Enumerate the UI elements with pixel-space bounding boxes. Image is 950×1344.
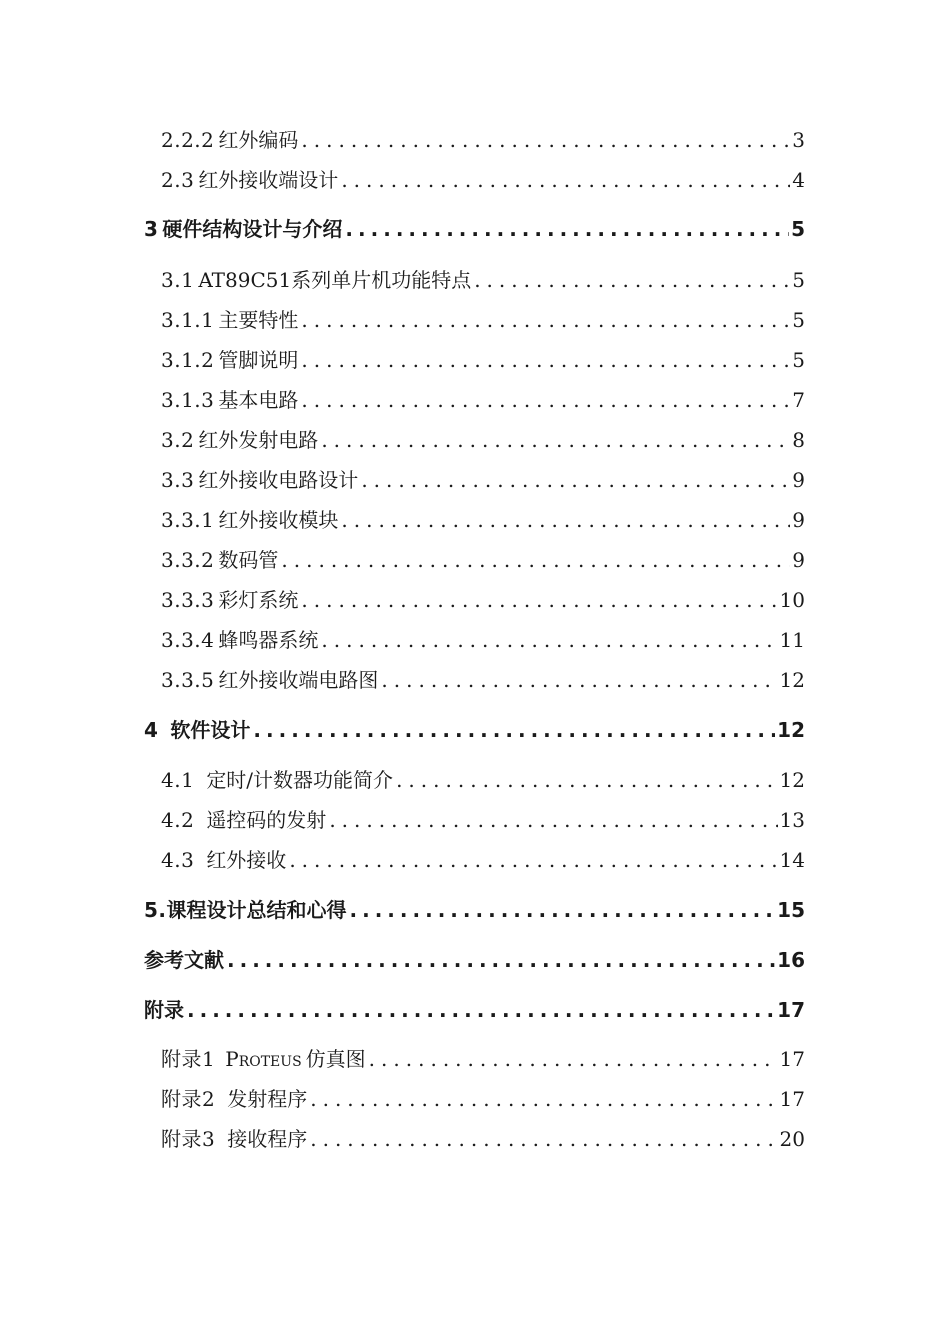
toc-entry-number: 4.3 xyxy=(161,848,195,872)
toc-entry-page: 8 xyxy=(792,428,805,452)
toc-entry[interactable] xyxy=(161,664,805,693)
toc-entry[interactable] xyxy=(161,164,805,193)
toc-dot-leader xyxy=(289,848,777,872)
toc-entry-number: 5. xyxy=(144,898,167,922)
toc-entry-title: 红外接收 xyxy=(206,848,287,872)
toc-entry-title: 遥控码的发射 xyxy=(206,808,327,832)
toc-entry[interactable] xyxy=(161,1123,805,1152)
toc-entry-page: 12 xyxy=(777,718,805,742)
toc-entry-number: 4.2 xyxy=(161,808,195,832)
toc-entry-number: 附录3 xyxy=(161,1127,216,1151)
toc-dot-leader xyxy=(281,548,790,572)
toc-entry-title: 参考文献 xyxy=(144,948,224,972)
toc-entry[interactable] xyxy=(161,504,805,533)
toc-entry-number: 3.3 xyxy=(161,468,195,492)
toc-entry-page: 4 xyxy=(792,168,805,192)
toc-entry-number: 3.3.3 xyxy=(161,588,215,612)
toc-entry[interactable] xyxy=(161,1083,805,1112)
toc-entry-number: 3 xyxy=(144,217,159,241)
toc-entry-page: 14 xyxy=(779,848,805,872)
toc-entry-title: 定时/计数器功能简介 xyxy=(206,768,394,792)
toc-entry[interactable] xyxy=(161,304,805,333)
toc-entry-page: 7 xyxy=(792,388,805,412)
toc-entry-title: 红外编码 xyxy=(218,128,299,152)
toc-entry-number: 3.3.1 xyxy=(161,508,215,532)
toc-entry-page: 12 xyxy=(779,768,805,792)
toc-entry-page: 13 xyxy=(779,808,805,832)
toc-entry-number: 3.1.2 xyxy=(161,348,215,372)
toc-entry-number: 附录2 xyxy=(161,1087,216,1111)
toc-entry-page: 12 xyxy=(779,668,805,692)
toc-entry-title: 红外发射电路 xyxy=(198,428,319,452)
toc-dot-leader xyxy=(361,468,790,492)
toc-entry-title: 彩灯系统 xyxy=(218,588,299,612)
toc-entry[interactable] xyxy=(161,804,805,833)
toc-entry-page: 17 xyxy=(779,1087,805,1111)
toc-dot-leader xyxy=(321,628,777,652)
toc-entry[interactable] xyxy=(161,584,805,613)
toc-entry-title: 基本电路 xyxy=(218,388,299,412)
toc-entry-page: 5 xyxy=(792,268,805,292)
toc-entry-number: 4.1 xyxy=(161,768,195,792)
toc-dot-leader xyxy=(321,428,790,452)
toc-entry-page: 17 xyxy=(779,1047,805,1071)
toc-entry[interactable] xyxy=(161,844,805,873)
toc-dot-leader xyxy=(381,668,777,692)
toc-entry-title: 红外接收电路设计 xyxy=(198,468,359,492)
toc-entry-page: 11 xyxy=(779,628,805,652)
toc-entry-number: 附录1 xyxy=(161,1047,216,1071)
toc-entry[interactable] xyxy=(161,344,805,373)
toc-entry-title: 附录 xyxy=(144,998,184,1022)
toc-entry-title: 软件设计 xyxy=(170,718,251,742)
toc-entry-page: 20 xyxy=(779,1127,805,1151)
toc-entry[interactable] xyxy=(161,1043,805,1072)
toc-entry-number: 3.1.1 xyxy=(161,308,215,332)
toc-entry-title: 课程设计总结和心得 xyxy=(166,898,347,922)
toc-entry-title: 数码管 xyxy=(218,548,279,572)
toc-entry-page: 9 xyxy=(792,508,805,532)
toc-dot-leader xyxy=(301,588,777,612)
toc-dot-leader xyxy=(301,348,790,372)
toc-dot-leader xyxy=(227,948,775,972)
toc-chapter-entry[interactable] xyxy=(144,894,805,923)
toc-entry-page: 9 xyxy=(792,468,805,492)
toc-chapter-entry[interactable] xyxy=(144,213,805,242)
toc-entry-number: 3.2 xyxy=(161,428,195,452)
toc-entry-title: 仿真图 xyxy=(305,1047,366,1071)
toc-entry-title: 红外接收端设计 xyxy=(198,168,339,192)
toc-dot-leader xyxy=(253,718,775,742)
toc-dot-leader xyxy=(369,1047,778,1071)
toc-dot-leader xyxy=(474,268,790,292)
toc-dot-leader xyxy=(187,998,775,1022)
toc-entry[interactable] xyxy=(161,464,805,493)
toc-entry[interactable] xyxy=(161,424,805,453)
toc-entry-page: 5 xyxy=(791,217,805,241)
toc-entry-number: 4 xyxy=(144,718,159,742)
toc-entry-page: 15 xyxy=(777,898,805,922)
toc-entry-page: 9 xyxy=(792,548,805,572)
toc-entry-number: 3.1 xyxy=(161,268,195,292)
toc-dot-leader xyxy=(396,768,777,792)
toc-entry-title: 红外接收端电路图 xyxy=(218,668,379,692)
toc-entry-page: 3 xyxy=(792,128,805,152)
toc-dot-leader xyxy=(341,508,790,532)
toc-entry-title: 接收程序 xyxy=(227,1127,308,1151)
toc-entry-page: 5 xyxy=(792,348,805,372)
toc-entry[interactable] xyxy=(161,124,805,153)
toc-chapter-entry[interactable] xyxy=(144,944,805,973)
toc-entry-title: 主要特性 xyxy=(218,308,299,332)
toc-entry-title: 红外接收模块 xyxy=(218,508,339,532)
toc-dot-leader xyxy=(341,168,790,192)
toc-entry-title: 蜂鸣器系统 xyxy=(218,628,319,652)
toc-entry[interactable] xyxy=(161,764,805,793)
toc-dot-leader xyxy=(310,1087,777,1111)
toc-entry[interactable] xyxy=(161,624,805,653)
toc-entry-number: 3.3.5 xyxy=(161,668,215,692)
toc-dot-leader xyxy=(350,898,776,922)
toc-chapter-entry[interactable] xyxy=(144,994,805,1023)
toc-entry-page: 16 xyxy=(777,948,805,972)
toc-entry[interactable] xyxy=(161,264,805,293)
toc-entry-number: 2.2.2 xyxy=(161,128,215,152)
toc-entry[interactable] xyxy=(161,544,805,573)
toc-entry-title: AT89C51系列单片机功能特点 xyxy=(198,268,472,292)
toc-entry-page: 5 xyxy=(792,308,805,332)
toc-dot-leader xyxy=(301,388,790,412)
toc-chapter-entry[interactable] xyxy=(144,714,805,743)
toc-entry-number: 2.3 xyxy=(161,168,195,192)
toc-entry-page: 17 xyxy=(777,998,805,1022)
toc-entry-title: 管脚说明 xyxy=(218,348,299,372)
toc-dot-leader xyxy=(310,1127,777,1151)
toc-entry-title: 硬件结构设计与介绍 xyxy=(162,217,343,241)
toc-dot-leader xyxy=(301,128,790,152)
toc-dot-leader xyxy=(345,217,789,241)
toc-dot-leader xyxy=(329,808,777,832)
toc-entry-number: 3.3.4 xyxy=(161,628,215,652)
toc-dot-leader xyxy=(301,308,790,332)
toc-entry-number: 3.3.2 xyxy=(161,548,215,572)
toc-entry-page: 10 xyxy=(779,588,805,612)
toc-entry-title-prefix: Proteus xyxy=(225,1047,302,1071)
toc-entry-title: 发射程序 xyxy=(227,1087,308,1111)
toc-entry[interactable] xyxy=(161,384,805,413)
toc-entry-number: 3.1.3 xyxy=(161,388,215,412)
